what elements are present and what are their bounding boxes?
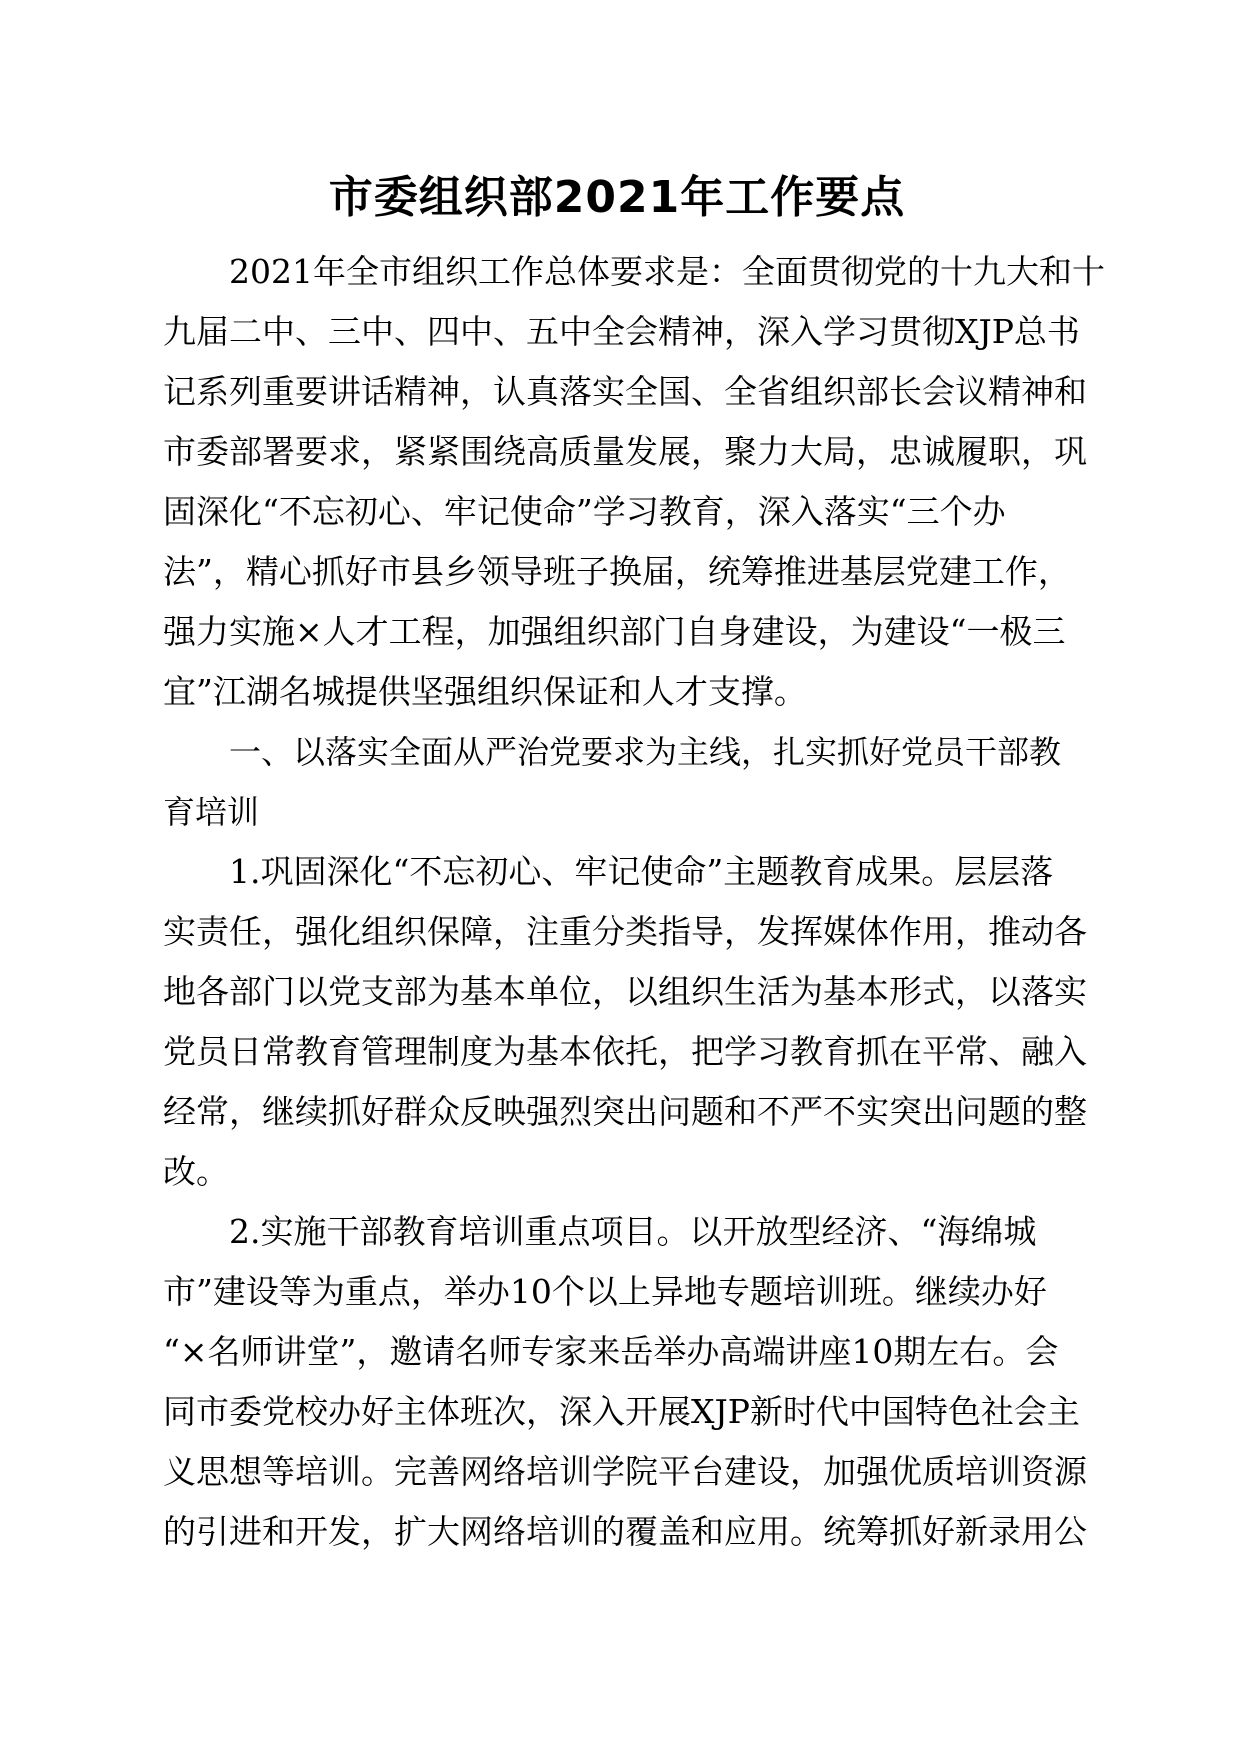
paragraph-line: 2.实施干部教育培训重点项目。以开放型经济、“海绵城 bbox=[229, 1212, 1037, 1251]
paragraph-line: 固深化“不忘初心、牢记使命”学习教育，深入落实“三个办 bbox=[163, 492, 1006, 531]
paragraph-line: 地各部门以党支部为基本单位，以组织生活为基本形式，以落实 bbox=[163, 972, 1087, 1011]
paragraph-line: 记系列重要讲话精神，认真落实全国、全省组织部长会议精神和 bbox=[163, 372, 1087, 411]
paragraph-line: 改。 bbox=[163, 1152, 229, 1191]
paragraph-line: 九届二中、三中、四中、五中全会精神，深入学习贯彻XJP总书 bbox=[163, 312, 1080, 351]
paragraph-line: 党员日常教育管理制度为基本依托，把学习教育抓在平常、融入 bbox=[163, 1032, 1087, 1071]
paragraph-line: 的引进和开发，扩大网络培训的覆盖和应用。统筹抓好新录用公 bbox=[163, 1512, 1087, 1551]
paragraph-line: “×名师讲堂”，邀请名师专家来岳举办高端讲座10期左右。会 bbox=[163, 1332, 1059, 1371]
paragraph-line: 市委部署要求，紧紧围绕高质量发展，聚力大局，忠诚履职，巩 bbox=[163, 432, 1087, 471]
paragraph-line: 市”建设等为重点，举办10个以上异地专题培训班。继续办好 bbox=[163, 1272, 1047, 1311]
document-body bbox=[163, 242, 1111, 1562]
paragraph-line: 1.巩固深化“不忘初心、牢记使命”主题教育成果。层层落 bbox=[229, 852, 1054, 891]
section-heading-line: 育培训 bbox=[163, 793, 260, 831]
paragraph-line: 宜”江湖名城提供坚强组织保证和人才支撑。 bbox=[163, 672, 807, 711]
section-heading-line: 一、以落实全面从严治党要求为主线，扎实抓好党员干部教 bbox=[229, 733, 1062, 771]
paragraph-line: 经常，继续抓好群众反映强烈突出问题和不严不实突出问题的整 bbox=[163, 1092, 1087, 1131]
paragraph-line: 实责任，强化组织保障，注重分类指导，发挥媒体作用，推动各 bbox=[163, 912, 1087, 951]
paragraph-line: 义思想等培训。完善网络培训学院平台建设，加强优质培训资源 bbox=[163, 1452, 1087, 1491]
paragraph-line: 强力实施×人才工程，加强组织部门自身建设，为建设“一极三 bbox=[163, 612, 1066, 651]
paragraph-line: 法”，精心抓好市县乡领导班子换届，统筹推进基层党建工作， bbox=[163, 552, 1071, 591]
paragraph-line: 2021年全市组织工作总体要求是：全面贯彻党的十九大和十 bbox=[229, 252, 1105, 291]
paragraph-line: 同市委党校办好主体班次，深入开展XJP新时代中国特色社会主 bbox=[163, 1392, 1080, 1431]
document-title: 市委组织部2021年工作要点 bbox=[328, 172, 906, 223]
